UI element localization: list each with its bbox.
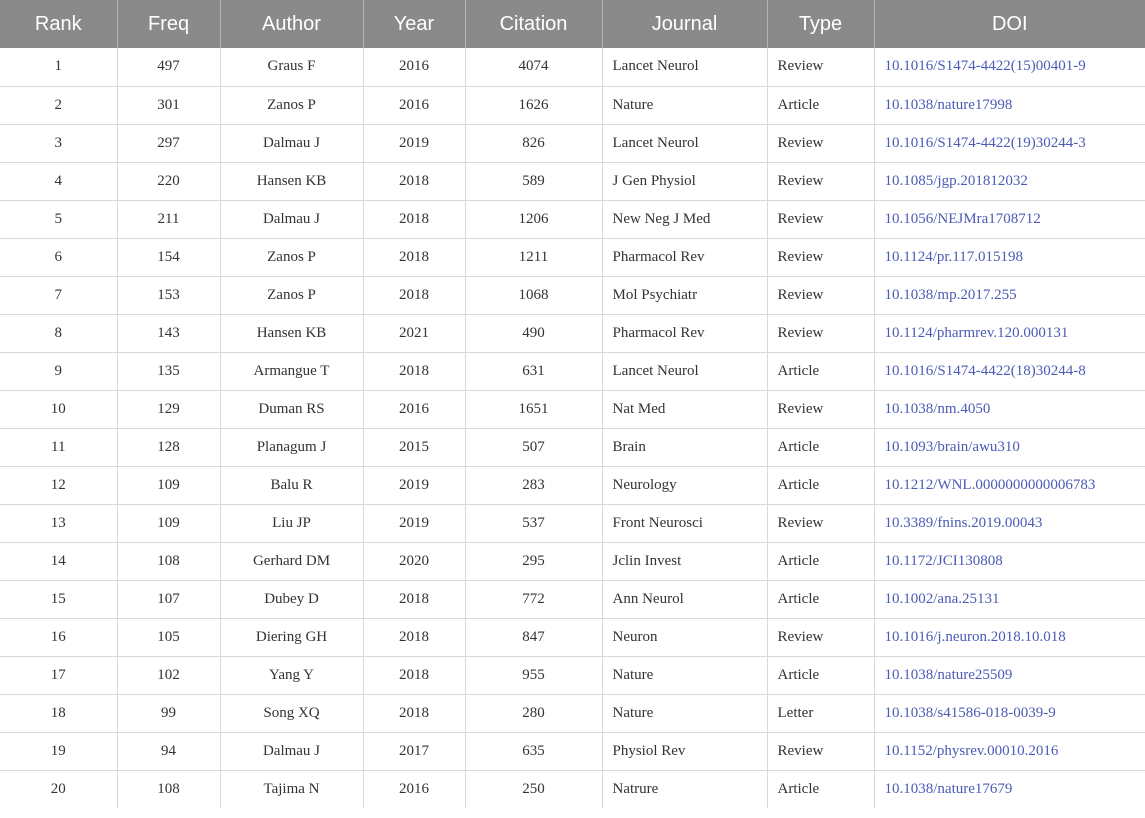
cell-year: 2018 (363, 238, 465, 276)
header-citation[interactable]: Citation (465, 0, 602, 48)
cell-citation: 589 (465, 162, 602, 200)
cell-citation: 1206 (465, 200, 602, 238)
cell-doi (874, 428, 1145, 466)
cell-citation: 635 (465, 732, 602, 770)
cell-freq: 220 (117, 162, 220, 200)
table-row (0, 238, 1145, 276)
cell-citation: 1626 (465, 86, 602, 124)
cell-year: 2018 (363, 580, 465, 618)
table-row (0, 352, 1145, 390)
table-row (0, 390, 1145, 428)
cell-doi (874, 732, 1145, 770)
cell-citation: 280 (465, 694, 602, 732)
table-row (0, 618, 1145, 656)
doi-link[interactable]: 10.1016/S1474-4422(18)30244-8 (884, 362, 1086, 379)
cell-author: Gerhard DM (220, 542, 363, 580)
cell-rank: 13 (0, 504, 117, 542)
doi-link[interactable]: 10.1038/mp.2017.255 (884, 286, 1017, 303)
cell-citation: 250 (465, 770, 602, 808)
cell-citation: 1068 (465, 276, 602, 314)
cell-doi (874, 466, 1145, 504)
table-row (0, 200, 1145, 238)
cell-freq: 94 (117, 732, 220, 770)
cell-year: 2018 (363, 352, 465, 390)
cell-author: Zanos P (220, 276, 363, 314)
table-header (0, 0, 1145, 48)
cell-journal: Pharmacol Rev (602, 238, 767, 276)
table-row (0, 124, 1145, 162)
cell-freq: 107 (117, 580, 220, 618)
cell-author: Tajima N (220, 770, 363, 808)
cell-citation: 295 (465, 542, 602, 580)
table-row (0, 732, 1145, 770)
cell-year: 2018 (363, 276, 465, 314)
cell-doi (874, 124, 1145, 162)
table-row (0, 504, 1145, 542)
doi-link[interactable]: 10.1016/S1474-4422(15)00401-9 (884, 58, 1086, 75)
cell-rank: 10 (0, 390, 117, 428)
cell-journal: Natrure (602, 770, 767, 808)
cell-doi (874, 618, 1145, 656)
cell-freq: 153 (117, 276, 220, 314)
cell-rank: 5 (0, 200, 117, 238)
cell-author: Zanos P (220, 238, 363, 276)
cell-author: Armangue T (220, 352, 363, 390)
doi-link[interactable]: 10.1038/s41586-018-0039-9 (884, 704, 1056, 721)
cell-type: Article (767, 770, 874, 808)
cell-doi (874, 352, 1145, 390)
doi-link[interactable]: 10.1124/pharmrev.120.000131 (884, 324, 1069, 341)
cell-author: Dalmau J (220, 124, 363, 162)
table-row (0, 542, 1145, 580)
cell-citation: 507 (465, 428, 602, 466)
cell-doi (874, 314, 1145, 352)
cell-rank: 17 (0, 656, 117, 694)
cell-doi (874, 770, 1145, 808)
cell-citation: 490 (465, 314, 602, 352)
cell-freq: 129 (117, 390, 220, 428)
cell-rank: 9 (0, 352, 117, 390)
cell-journal: Pharmacol Rev (602, 314, 767, 352)
cell-year: 2020 (363, 542, 465, 580)
cell-year: 2018 (363, 694, 465, 732)
table-row (0, 466, 1145, 504)
cell-citation: 826 (465, 124, 602, 162)
cell-type: Article (767, 428, 874, 466)
cell-type: Article (767, 580, 874, 618)
header-freq[interactable]: Freq (117, 0, 220, 48)
cell-author: Dubey D (220, 580, 363, 618)
cell-rank: 6 (0, 238, 117, 276)
table-row (0, 48, 1145, 86)
cell-journal: Jclin Invest (602, 542, 767, 580)
table-row (0, 770, 1145, 808)
cell-type: Article (767, 466, 874, 504)
cell-freq: 99 (117, 694, 220, 732)
cell-year: 2016 (363, 770, 465, 808)
cell-freq: 108 (117, 542, 220, 580)
cell-rank: 16 (0, 618, 117, 656)
cell-year: 2019 (363, 466, 465, 504)
cell-year: 2018 (363, 200, 465, 238)
cell-doi (874, 200, 1145, 238)
cell-doi (874, 390, 1145, 428)
cell-year: 2018 (363, 162, 465, 200)
cell-journal: Mol Psychiatr (602, 276, 767, 314)
cell-type: Review (767, 162, 874, 200)
cell-type: Review (767, 504, 874, 542)
cell-year: 2016 (363, 86, 465, 124)
cell-journal: J Gen Physiol (602, 162, 767, 200)
cell-journal: Ann Neurol (602, 580, 767, 618)
cell-type: Article (767, 352, 874, 390)
cell-type: Letter (767, 694, 874, 732)
cell-citation: 1651 (465, 390, 602, 428)
cell-type: Article (767, 86, 874, 124)
cell-rank: 18 (0, 694, 117, 732)
cell-freq: 297 (117, 124, 220, 162)
cell-doi (874, 542, 1145, 580)
cell-journal: Nature (602, 86, 767, 124)
cell-type: Review (767, 124, 874, 162)
cell-citation: 847 (465, 618, 602, 656)
cell-freq: 109 (117, 466, 220, 504)
cell-freq: 105 (117, 618, 220, 656)
table-row (0, 428, 1145, 466)
cell-rank: 3 (0, 124, 117, 162)
cell-rank: 2 (0, 86, 117, 124)
cell-type: Article (767, 656, 874, 694)
cell-freq: 109 (117, 504, 220, 542)
table-row (0, 694, 1145, 732)
cell-journal: Neuron (602, 618, 767, 656)
cell-type: Review (767, 48, 874, 86)
doi-link[interactable]: 10.1038/nature25509 (884, 666, 1013, 683)
doi-link[interactable]: 10.1016/j.neuron.2018.10.018 (884, 628, 1066, 645)
cell-journal: Lancet Neurol (602, 124, 767, 162)
cell-author: Duman RS (220, 390, 363, 428)
header-year[interactable]: Year (363, 0, 465, 48)
cell-citation: 1211 (465, 238, 602, 276)
header-doi[interactable]: DOI (874, 0, 1145, 48)
header-journal[interactable]: Journal (602, 0, 767, 48)
cell-author: Hansen KB (220, 162, 363, 200)
cell-year: 2018 (363, 618, 465, 656)
cell-journal: Front Neurosci (602, 504, 767, 542)
table-row (0, 580, 1145, 618)
cell-author: Diering GH (220, 618, 363, 656)
doi-link[interactable]: 10.1002/ana.25131 (884, 590, 1000, 607)
cell-type: Article (767, 542, 874, 580)
cell-journal: New Neg J Med (602, 200, 767, 238)
cell-doi (874, 656, 1145, 694)
doi-link[interactable]: 10.1212/WNL.0000000000006783 (884, 476, 1096, 493)
cell-freq: 128 (117, 428, 220, 466)
cell-journal: Physiol Rev (602, 732, 767, 770)
cell-rank: 14 (0, 542, 117, 580)
cell-author: Planagum J (220, 428, 363, 466)
doi-link[interactable]: 10.1038/nm.4050 (884, 400, 991, 417)
doi-link[interactable]: 10.1056/NEJMra1708712 (884, 210, 1041, 227)
table-row (0, 656, 1145, 694)
cell-type: Review (767, 276, 874, 314)
cell-type: Review (767, 732, 874, 770)
cell-doi (874, 162, 1145, 200)
cell-type: Review (767, 238, 874, 276)
cell-rank: 11 (0, 428, 117, 466)
cell-citation: 283 (465, 466, 602, 504)
doi-link[interactable]: 10.1038/nature17998 (884, 96, 1013, 113)
header-rank[interactable]: Rank (0, 0, 117, 48)
cell-type: Review (767, 390, 874, 428)
cell-journal: Neurology (602, 466, 767, 504)
cell-freq: 211 (117, 200, 220, 238)
cell-doi (874, 48, 1145, 86)
cell-author: Yang Y (220, 656, 363, 694)
doi-link[interactable]: 10.1093/brain/awu310 (884, 438, 1020, 455)
cell-author: Balu R (220, 466, 363, 504)
cell-author: Dalmau J (220, 200, 363, 238)
cell-type: Review (767, 618, 874, 656)
header-type[interactable]: Type (767, 0, 874, 48)
cell-journal: Nature (602, 656, 767, 694)
cell-rank: 7 (0, 276, 117, 314)
cell-rank: 19 (0, 732, 117, 770)
cell-rank: 1 (0, 48, 117, 86)
cell-year: 2016 (363, 390, 465, 428)
table-row (0, 276, 1145, 314)
cell-journal: Lancet Neurol (602, 352, 767, 390)
cell-freq: 102 (117, 656, 220, 694)
cell-journal: Brain (602, 428, 767, 466)
cell-citation: 4074 (465, 48, 602, 86)
cell-citation: 631 (465, 352, 602, 390)
cell-author: Graus F (220, 48, 363, 86)
cell-year: 2016 (363, 48, 465, 86)
cell-freq: 301 (117, 86, 220, 124)
cell-year: 2021 (363, 314, 465, 352)
cell-journal: Lancet Neurol (602, 48, 767, 86)
doi-link[interactable]: 10.1016/S1474-4422(19)30244-3 (884, 134, 1086, 151)
cell-rank: 15 (0, 580, 117, 618)
cell-freq: 143 (117, 314, 220, 352)
cell-doi (874, 580, 1145, 618)
cell-citation: 955 (465, 656, 602, 694)
cell-rank: 4 (0, 162, 117, 200)
cell-type: Review (767, 314, 874, 352)
header-author[interactable]: Author (220, 0, 363, 48)
cell-year: 2019 (363, 504, 465, 542)
cell-citation: 772 (465, 580, 602, 618)
cell-journal: Nature (602, 694, 767, 732)
table-row (0, 314, 1145, 352)
cell-doi (874, 238, 1145, 276)
cell-author: Dalmau J (220, 732, 363, 770)
cell-freq: 497 (117, 48, 220, 86)
cell-author: Song XQ (220, 694, 363, 732)
cell-doi (874, 694, 1145, 732)
header-row (0, 0, 1145, 48)
cell-year: 2017 (363, 732, 465, 770)
table-row (0, 162, 1145, 200)
cell-year: 2018 (363, 656, 465, 694)
doi-link[interactable]: 10.1038/nature17679 (884, 780, 1013, 797)
cell-rank: 8 (0, 314, 117, 352)
doi-link[interactable]: 10.1152/physrev.00010.2016 (884, 742, 1059, 759)
doi-link[interactable]: 10.1172/JCI130808 (884, 552, 1003, 569)
cell-year: 2019 (363, 124, 465, 162)
cell-citation: 537 (465, 504, 602, 542)
table-row (0, 86, 1145, 124)
table-body (0, 48, 1145, 808)
cell-rank: 20 (0, 770, 117, 808)
cell-author: Liu JP (220, 504, 363, 542)
cell-author: Hansen KB (220, 314, 363, 352)
cell-year: 2015 (363, 428, 465, 466)
cell-freq: 154 (117, 238, 220, 276)
doi-link[interactable]: 10.1124/pr.117.015198 (884, 248, 1023, 265)
cell-journal: Nat Med (602, 390, 767, 428)
doi-link[interactable]: 10.1085/jgp.201812032 (884, 172, 1028, 189)
cell-freq: 108 (117, 770, 220, 808)
cell-author: Zanos P (220, 86, 363, 124)
cell-type: Review (767, 200, 874, 238)
cell-rank: 12 (0, 466, 117, 504)
cell-doi (874, 276, 1145, 314)
cell-doi (874, 86, 1145, 124)
cell-doi (874, 504, 1145, 542)
doi-link[interactable]: 10.3389/fnins.2019.00043 (884, 514, 1043, 531)
cell-freq: 135 (117, 352, 220, 390)
